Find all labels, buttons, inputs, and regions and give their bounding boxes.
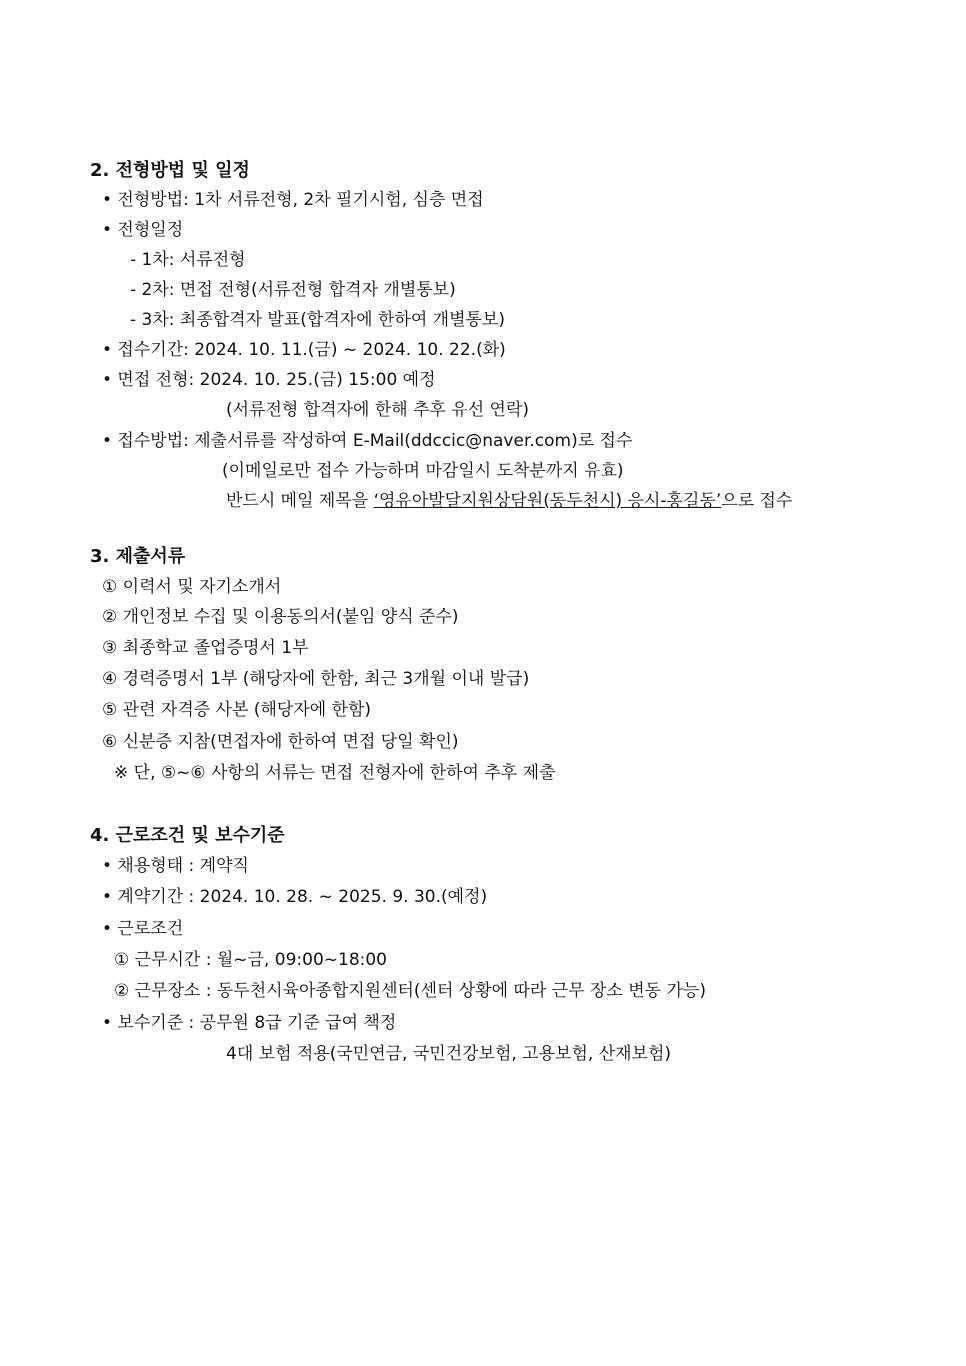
employment-type: • 채용형태 : 계약직	[102, 856, 249, 876]
schedule-label: • 전형일정	[102, 220, 184, 240]
interview-note: (서류전형 합격자에 한해 추후 유선 연락)	[226, 400, 530, 420]
application-period: • 접수기간: 2024. 10. 11.(금) ~ 2024. 10. 22.(화)	[102, 340, 506, 360]
email-note: (이메일로만 접수 가능하며 마감일시 도착분까지 유효)	[222, 461, 624, 481]
schedule-step-1: - 1차: 서류전형	[130, 250, 246, 270]
schedule-step-2: - 2차: 면접 전형(서류전형 합격자 개별통보)	[130, 280, 456, 300]
subject-suffix: 으로 접수	[721, 491, 793, 511]
work-hours: ① 근무시간 : 월~금, 09:00~18:00	[114, 950, 387, 970]
subject-prefix: 반드시 메일 제목을	[226, 491, 374, 511]
pay-standard: • 보수기준 : 공무원 8급 기준 급여 책정	[102, 1013, 397, 1033]
selection-method: • 전형방법: 1차 서류전형, 2차 필기시험, 심층 면접	[102, 190, 484, 210]
insurance: 4대 보험 적용(국민연금, 국민건강보험, 고용보험, 산재보험)	[226, 1044, 672, 1064]
section-2-heading: 2. 전형방법 및 일정	[90, 160, 250, 181]
subject-example: ‘영유아발달지원상담원(동두천시) 응시-홍길동’	[373, 491, 722, 511]
application-method: • 접수방법: 제출서류를 작성하여 E-Mail(ddccic@naver.com)로 접수	[102, 431, 633, 451]
workplace: ② 근무장소 : 동두천시육아종합지원센터(센터 상황에 따라 근무 장소 변동 가능)	[114, 981, 706, 1001]
document-item: ① 이력서 및 자기소개서	[102, 577, 282, 597]
document-item: ⑥ 신분증 지참(면접자에 한하여 면접 당일 확인)	[102, 732, 459, 752]
document-item: ④ 경력증명서 1부 (해당자에 한함, 최근 3개월 이내 발급)	[102, 669, 530, 689]
document-item: ② 개인정보 수집 및 이용동의서(붙임 양식 준수)	[102, 607, 459, 627]
document-item: ③ 최종학교 졸업증명서 1부	[102, 638, 309, 658]
interview-date: • 면접 전형: 2024. 10. 25.(금) 15:00 예정	[102, 370, 436, 390]
documents-note: ※ 단, ⑤~⑥ 사항의 서류는 면접 전형자에 한하여 추후 제출	[114, 763, 556, 783]
work-conditions-label: • 근로조건	[102, 919, 184, 939]
email-subject-instruction	[226, 490, 792, 512]
document-item: ⑤ 관련 자격증 사본 (해당자에 한함)	[102, 700, 372, 720]
schedule-step-3: - 3차: 최종합격자 발표(합격자에 한하여 개별통보)	[130, 310, 505, 330]
contract-period: • 계약기간 : 2024. 10. 28. ~ 2025. 9. 30.(예정)	[102, 887, 488, 907]
section-3-heading: 3. 제출서류	[90, 546, 186, 567]
section-4-heading: 4. 근로조건 및 보수기준	[90, 825, 285, 846]
